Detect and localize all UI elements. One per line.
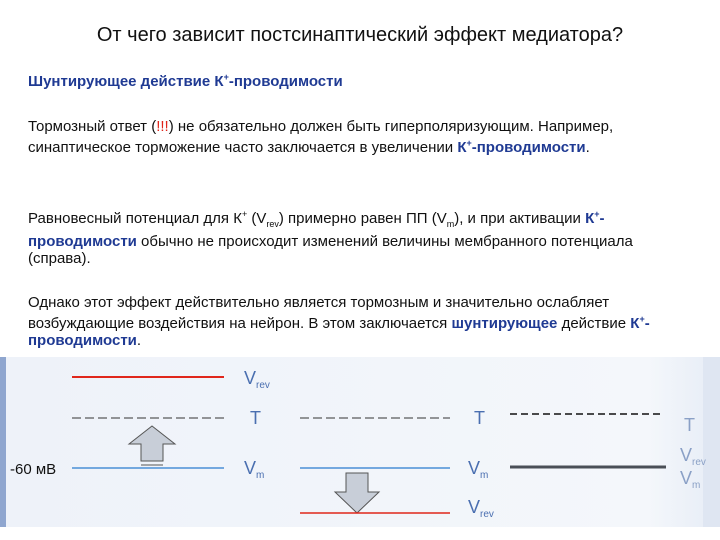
p2-text-2: (V [247, 210, 267, 227]
panel2-threshold-label: T [474, 408, 485, 428]
page-title: От чего зависит постсинаптический эффект медиатора? [96, 24, 624, 46]
p1-keyword-conductance: -проводимости [471, 139, 586, 156]
resting-potential-label: -60 мВ [10, 461, 57, 478]
section-heading [28, 72, 343, 90]
heading-post: -проводимости [228, 73, 343, 90]
panel1-vm-label: $V_m$ [244, 458, 265, 481]
heading-sup: + [223, 72, 229, 82]
p2-sub-rev: rev [266, 219, 279, 229]
p2-text-3: ) примерно равен ПП (V [278, 210, 447, 227]
paragraph-inhibitory-response [28, 118, 688, 156]
p3-keyword-shunting: шунтирующее [451, 315, 558, 332]
p1-keyword-k: К [457, 139, 467, 156]
left-accent-bar [0, 357, 6, 527]
p3-keyword-k: К [630, 315, 640, 332]
paragraph-shunting-effect [28, 294, 688, 349]
p2-keyword-sup: + [594, 209, 600, 219]
membrane-potential-diagram [0, 357, 720, 527]
p1-exclamation: !!! [156, 118, 169, 135]
p1-text-1: Тормозный ответ ( [28, 118, 157, 135]
right-fade-bar [703, 357, 720, 527]
p3-text-2: действие [557, 315, 631, 332]
p3-keyword-conductance: -проводимости [28, 315, 650, 349]
panel2-vrev-label: $V_{rev}$ [468, 497, 494, 520]
p2-text-4: ), и при активации [454, 210, 586, 227]
p2-sub-m: m [446, 219, 455, 229]
panel1-threshold-label: T [250, 408, 261, 428]
p2-text-1: Равновесный потенциал для К [28, 210, 242, 227]
p1-keyword-sup: + [466, 138, 472, 148]
p2-keyword-conductance: -проводимости [28, 210, 605, 250]
p3-text-3: . [136, 332, 142, 349]
panel3-threshold-label: T [684, 415, 695, 435]
paragraph-equilibrium-potential [28, 206, 688, 267]
p3-text-1: Однако этот эффект действительно является тормозным и значительно ослабляет возбуждающие воздействия на нейрон. В этом заключается [28, 294, 610, 332]
panel3-vrev-label: $V_{rev}$ [680, 445, 706, 468]
p2-sup-1: + [241, 209, 248, 219]
panel2-vm-label: $V_m$ [468, 458, 489, 481]
heading-pre: Шунтирующее действие К [28, 73, 224, 90]
p1-text-3: . [585, 139, 590, 156]
panel1-vrev-label: $V_{rev}$ [244, 368, 270, 391]
p3-keyword-sup: + [639, 314, 645, 324]
p2-text-5: обычно не происходит изменений величины мембранного потенциала (справа). [28, 233, 633, 267]
p2-keyword-k: К [585, 210, 595, 227]
diagram-svg [0, 357, 720, 527]
p1-text-2: ) не обязательно должен быть гиперполяризующим. Например, синаптическое торможение часто заключается в увеличении [28, 118, 614, 156]
panel3-vm-label: $V_m$ [680, 468, 701, 491]
